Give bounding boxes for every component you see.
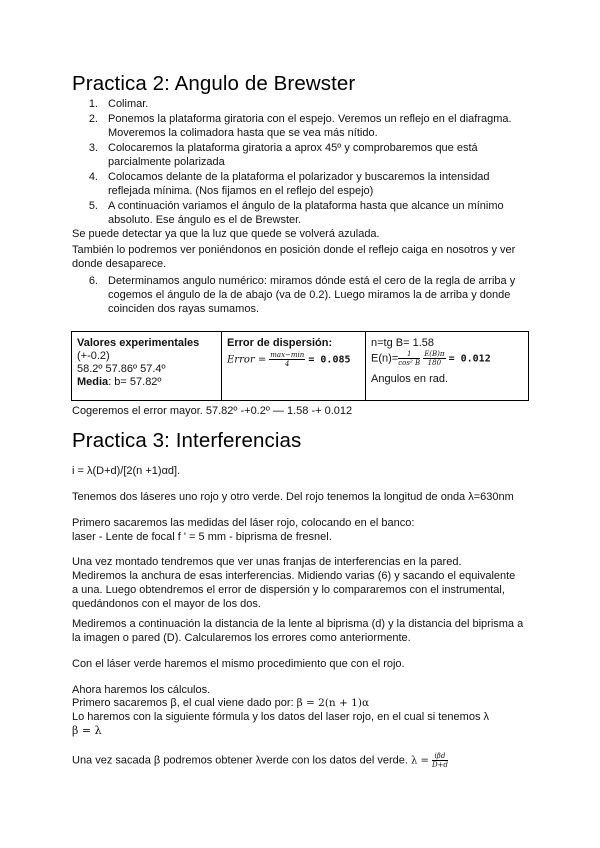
- step-text: cogemos el ángulo de la de abajo (va de 0.2). Luego miramos la de arriba y donde: [108, 289, 511, 301]
- fraction-numerator: iβd: [432, 752, 448, 761]
- step-number: 2.: [88, 113, 98, 125]
- experimental-values-cell: [72, 332, 222, 401]
- step-text: Moveremos la colimadora hasta que se vea más nítido.: [108, 127, 378, 139]
- step-number: 3.: [88, 142, 98, 154]
- paragraph-text: Primero sacaremos β, el cual viene dado por:: [72, 697, 294, 709]
- paragraph: Se puede detectar ya que la luz que quede se volverá azulada.: [72, 228, 380, 240]
- fraction-denominator: cos² B: [398, 359, 421, 367]
- fraction-numerator: E(B)π: [424, 350, 445, 358]
- step-text: absoluto. Ese ángulo es el de Brewster.: [108, 214, 302, 226]
- paragraph-text: Una vez sacada β podremos obtener λverde con los datos del verde.: [72, 754, 408, 767]
- paragraph: quedándonos con el mayor de los dos.: [72, 598, 261, 610]
- beta-equals-lambda: β = λ: [72, 724, 102, 737]
- step-text: Determinamos angulo numérico: miramos dónde está el cero de la regla de arriba y: [108, 275, 516, 287]
- formula-fraction: [423, 350, 445, 367]
- paragraph: Lo haremos con la siguiente fórmula y los datos del laser rojo, en el cual si tenemos λ: [72, 711, 489, 723]
- refraction-error-formula: [371, 350, 524, 367]
- paragraph: [72, 697, 369, 710]
- paragraph: Primero sacaremos las medidas del láser rojo, colocando en el banco:: [72, 517, 415, 529]
- beta-formula: β = 2(n + 1)α: [296, 697, 370, 709]
- paragraph: laser - Lente de focal f ' = 5 mm - biprisma de fresnel.: [72, 531, 332, 543]
- step-number: 5.: [88, 200, 98, 212]
- media-row: [77, 376, 217, 389]
- section-title-interferencias: Practica 3: Interferencias: [72, 429, 302, 452]
- error-label: E(n)=: [371, 352, 399, 365]
- paragraph: También lo podremos ver poniéndonos en posición donde el reflejo caiga en nosotros y ver: [72, 244, 516, 256]
- angles-note: Angulos en rad.: [371, 373, 449, 385]
- lambda-lhs: λ =: [410, 755, 429, 767]
- dispersion-error-cell: [222, 332, 366, 401]
- paragraph: Mediremos la anchura de esas interferencias. Midiendo varias (6) y sacando el equivalente: [72, 570, 516, 582]
- paragraph: Una vez montado tendremos que ver unas franjas de interferencias en la pared.: [72, 556, 462, 568]
- fraction-numerator: max−min: [270, 351, 305, 359]
- step-text: parcialmente polarizada: [108, 156, 225, 168]
- paragraph: Cogeremos el error mayor. 57.82º -+0.2º — 1.58 -+ 0.012: [72, 405, 353, 417]
- formula-fraction: [269, 351, 305, 368]
- dispersion-error-heading: Error de dispersión:: [227, 337, 333, 349]
- paragraph: [72, 752, 448, 769]
- fraction-denominator: 4: [285, 360, 290, 368]
- formula-lhs: Error =: [227, 354, 267, 366]
- experimental-values-heading: Valores experimentales: [77, 337, 200, 349]
- step-text: Ponemos la plataforma giratoria con el espejo. Veremos un reflejo en el diafragma.: [108, 113, 512, 125]
- step-text: Colocamos delante de la plataforma el polarizador y buscaremos la intensidad: [108, 171, 490, 183]
- formula-fraction: [398, 350, 420, 367]
- step-text: Colocaremos la plataforma giratoria a aprox 45º y comprobaremos que está: [108, 142, 478, 154]
- fraction-denominator: 180: [427, 359, 442, 367]
- step-text: coinciden dos rayas sumamos.: [108, 303, 260, 315]
- section-title-brewster: Practica 2: Angulo de Brewster: [72, 72, 356, 95]
- uncertainty: (+-0.2): [77, 350, 110, 362]
- step-number: 6.: [88, 275, 98, 287]
- dispersion-formula: [227, 351, 361, 368]
- media-value: : b= 57.82º: [108, 376, 162, 388]
- formula-result: = 0.085: [308, 354, 351, 366]
- step-number: 4.: [88, 171, 98, 183]
- paragraph: Con el láser verde haremos el mismo procedimiento que con el rojo.: [72, 658, 405, 670]
- refraction-index: n=tg B= 1.58: [371, 337, 434, 349]
- paragraph: Ahora haremos los cálculos.: [72, 684, 211, 696]
- formula-line: i = λ(D+d)/[2(n +1)αd].: [72, 465, 181, 477]
- step-text: A continuación variamos el ángulo de la plataforma hasta que alcance un mínimo: [108, 200, 504, 212]
- paragraph: Tenemos dos láseres uno rojo y otro verde. Del rojo tenemos la longitud de onda λ=630nm: [72, 491, 514, 503]
- step-text: reflejada mínima. (Nos fijamos en el reflejo del espejo): [108, 185, 374, 197]
- step-text: Colimar.: [108, 98, 149, 110]
- formula-result: = 0.012: [448, 353, 491, 365]
- paragraph: Mediremos a continuación la distancia de la lente al biprisma (d) y la distancia del biprisma a: [72, 618, 524, 630]
- paragraph: donde desaparece.: [72, 258, 167, 270]
- results-table: [71, 331, 529, 401]
- step-number: 1.: [88, 98, 98, 110]
- paragraph: a una. Luego obtendremos el error de dispersión y lo compararemos con el instrumental,: [72, 584, 505, 596]
- measured-values: 58.2º 57.86º 57.4º: [77, 363, 166, 375]
- paragraph: la imagen o pared (D). Calcularemos los errores como anteriormente.: [72, 632, 411, 644]
- fraction-numerator: 1: [398, 350, 420, 359]
- lambda-fraction: [432, 752, 448, 769]
- refraction-index-cell: [366, 332, 529, 401]
- media-label: Media: [77, 376, 109, 388]
- fraction-denominator: D+d: [431, 761, 448, 769]
